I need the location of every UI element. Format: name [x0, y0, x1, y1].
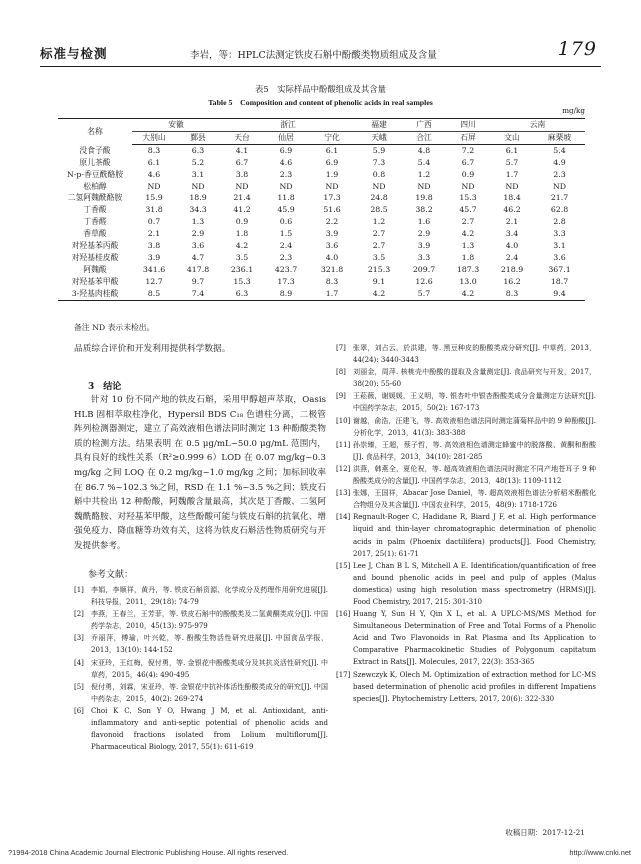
reference-item	[74, 584, 328, 608]
province-header-row	[58, 119, 585, 132]
reference-item	[74, 681, 328, 705]
table-cell: 62.8	[550, 205, 569, 215]
table-caption-cn: 表5 实际样品中酚酸组成及其含量	[255, 84, 386, 94]
references-heading: 参考文献：	[88, 570, 134, 580]
compound-name: 原儿茶酸	[79, 157, 111, 167]
table-cell: 4.7	[191, 252, 205, 262]
table-cell: 8.9	[264, 288, 308, 300]
table-cell: 5.2	[191, 157, 205, 167]
table-cell: 3.5	[235, 252, 249, 262]
table-cell: 4.6	[279, 157, 293, 167]
table-cell: 38.2	[415, 205, 433, 215]
table-cell: 2.7	[372, 241, 386, 251]
table-cell: 31.8	[145, 205, 163, 215]
table-cell: 341.6	[142, 264, 166, 274]
compound-name: 3-羟基肉桂酸	[58, 288, 132, 300]
compound-name: 松柏醇	[83, 181, 107, 191]
table-row	[58, 192, 585, 204]
table-cell: 1.3	[461, 241, 475, 251]
table-row	[58, 252, 585, 264]
table-cell: 4.2	[461, 229, 475, 239]
table-row	[58, 288, 585, 300]
table-cell: 209.7	[412, 264, 436, 274]
table-cell: 2.3	[279, 252, 293, 262]
compound-name: 对羟基苯丙酸	[71, 241, 119, 251]
table-cell: 8.3	[325, 276, 339, 286]
reference-number: [15]	[336, 561, 351, 570]
table-cell: 2.3	[553, 169, 566, 179]
compound-name: 对羟基苯甲酸	[71, 276, 119, 286]
section-heading: 3 结论	[88, 382, 122, 392]
table-cell: 6.9	[279, 145, 293, 155]
references-left-column	[74, 584, 328, 753]
table-cell: 1.6	[417, 217, 431, 227]
table-cell: ND	[417, 181, 431, 191]
reference-item	[74, 657, 328, 681]
table-cell: 4.1	[235, 145, 249, 155]
table-cell: 3.9	[325, 229, 339, 239]
reference-text: Lee J, Chan B L S, Mitchell A E. Identification/quantification of free and bound phenolic acids in peel and pulp of apples (Malus domestica) using high resolution mass spectrometry (HRMS)[J]. Food Chemistry, 2017, 215: 301-310	[353, 561, 596, 606]
table-cell: ND	[191, 181, 205, 191]
table-row	[58, 240, 585, 252]
compound-name: 二氢阿魏酰酪胺	[67, 193, 123, 203]
lead-paragraph	[74, 342, 324, 357]
table-body	[58, 144, 585, 300]
table-cell: 2.7	[461, 217, 475, 227]
reference-text: 张翠，刘占云，於洪建，等. 黑豆种皮的酚酸类成分研究[J]. 中草药，2013，44(24): 3440-3443	[353, 344, 596, 365]
phenolic-acid-table	[58, 118, 585, 301]
reference-number: [16]	[336, 610, 351, 619]
table-cell: 9.1	[372, 276, 386, 286]
table-cell: 0.6	[279, 217, 293, 227]
table-cell: 2.7	[372, 229, 386, 239]
table-cell: 4.2	[446, 288, 490, 300]
reference-text: 洪燕，韩燕全，夏伦祝，等. 超高效液相色谱法同时测定不同产地苍耳子 9 种酚酸类成分的含量[J]. 中国药学杂志，2013，48(13): 1109-1112	[353, 464, 596, 486]
reference-number: [9]	[336, 392, 346, 401]
location-header: 合江	[402, 131, 446, 144]
table-cell: 18.7	[550, 276, 569, 286]
table-caption-en: Table 5 Composition and content of phenolic acids in real samples	[208, 98, 433, 107]
table-cell: 6.9	[325, 157, 339, 167]
table-cell: 6.7	[235, 157, 249, 167]
table-cell: 423.7	[274, 264, 298, 274]
table-cell: 6.1	[505, 145, 519, 155]
table-row	[58, 228, 585, 240]
table-cell: 3.4	[505, 229, 519, 239]
table-cell: 2.4	[505, 252, 519, 262]
table-cell: 11.8	[277, 193, 295, 203]
table-cell: 3.8	[147, 241, 161, 251]
table-cell: 46.2	[503, 205, 521, 215]
reference-number: [3]	[74, 634, 84, 643]
reference-item	[336, 560, 596, 608]
reference-item	[336, 366, 596, 390]
lead-text: 品质综合评价和开发利用提供科学数据。	[74, 344, 231, 354]
table-cell: 17.3	[323, 193, 341, 203]
reference-number: [5]	[74, 682, 84, 691]
reference-text: 宋亚玲，王红梅，倪付勇，等. 金银花中酚酸类成分及其抗炎活性研究[J]. 中草药，2015，46(4): 490-495	[91, 658, 328, 679]
table-cell: 187.3	[456, 264, 480, 274]
table-cell: 3.9	[147, 252, 161, 262]
table-row	[58, 181, 585, 193]
reference-number: [8]	[336, 368, 346, 377]
table-cell: 1.9	[325, 169, 339, 179]
table-cell: 28.5	[370, 205, 388, 215]
table-cell: 1.2	[372, 217, 386, 227]
reference-text: Huang Y, Sun H Y, Qin X L, et al. A UPLC-MS/MS Method for Simultaneous Determination of Free and Total Forms of a Phenolic Acid and Two Flavonoids in Rat Plasma and Its Application to Comparative Pharmacokinetic Studies of Polygonum capitatum Extract in Rats[J]. Molecules, 2017, 22(3): 353-365	[353, 610, 596, 667]
reference-text: Choi K C, Son Y O, Hwang J M, et al. Antioxidant, anti-inflammatory and anti-septic potential of phenolic acids and flavonoid fractions isolated from Lolium multiflorum[J]. Pharmaceutical Biology, 2017, 55(1): 611-619	[91, 706, 328, 752]
compound-name: 丁香酸	[83, 205, 107, 215]
reference-number: [1]	[74, 586, 84, 594]
table-row	[58, 157, 585, 169]
table-cell: 34.3	[189, 205, 207, 215]
location-header: 大别山	[132, 131, 176, 144]
table-unit: mg/kg	[562, 106, 585, 115]
reference-number: [4]	[74, 658, 84, 667]
reference-number: [12]	[336, 464, 351, 473]
table-cell: 15.3	[459, 193, 477, 203]
table-cell: 18.4	[503, 193, 521, 203]
journal-section-title: 标准与检测	[40, 46, 108, 61]
table-cell: 24.8	[370, 193, 388, 203]
table-row	[58, 169, 585, 181]
table-cell: 2.9	[191, 229, 205, 239]
table-cell: 7.2	[461, 145, 475, 155]
table-row	[58, 276, 585, 288]
table-cell: 1.8	[461, 252, 475, 262]
table-cell: 5.7	[505, 157, 519, 167]
table-cell: 12.7	[145, 276, 163, 286]
table-cell: 12.6	[415, 276, 433, 286]
table-row	[58, 204, 585, 216]
table-cell: 21.4	[233, 193, 251, 203]
header-rule	[40, 66, 601, 67]
reference-item	[336, 669, 596, 705]
table-cell: 3.9	[417, 241, 431, 251]
table-cell: 45.7	[459, 205, 477, 215]
table-cell: 2.2	[325, 217, 339, 227]
table-cell: 17.3	[277, 276, 295, 286]
reference-number: [6]	[74, 706, 84, 715]
table-cell: 8.3	[490, 288, 534, 300]
table-cell: 3.6	[191, 241, 205, 251]
table-cell: 3.3	[417, 252, 431, 262]
reference-text: Szewczyk K, Olech M. Optimization of extraction method for LC-MS based determination of phenolic acid profiles in different Impatiens species[J]. Phytochemistry Letters, 2017, 20(6): 322-330	[353, 670, 596, 703]
table-cell: 13.0	[459, 276, 477, 286]
reference-text: 谢越，俞浩，汪建飞，等. 高效液相色谱法同时测定蒲菊样品中的 9 种酚酸[J]. 分析化学，2013，41(3): 383-388	[353, 416, 596, 437]
table-cell: 4.2	[356, 288, 402, 300]
table-cell: 3.6	[325, 241, 339, 251]
reference-item	[336, 390, 596, 414]
table-cell: 4.9	[553, 157, 566, 167]
table-cell: 2.4	[279, 241, 293, 251]
table-cell: 3.6	[553, 252, 566, 262]
compound-name: N-p-香豆酰酪胺	[66, 169, 124, 179]
table-cell: 19.8	[415, 193, 433, 203]
table-cell: 5.7	[402, 288, 446, 300]
table-cell: 45.9	[277, 205, 295, 215]
table-cell: 3.1	[553, 241, 566, 251]
reference-text: Regnault-Roger C, Hadidane R, Biard J F, et al. High performance liquid and thin-layer chromatographic determination of phenolic acids in palm (Phoenix dactilifera) products[J]. Food Chemistry, 2017, 25(1): 61-71	[353, 513, 596, 558]
table-cell: 8.5	[132, 288, 176, 300]
reference-text: 刘丽金，周萍. 核桃壳中酚酸的提取及含量测定[J]. 食品研究与开发，2017，38(20): 55-60	[353, 368, 596, 389]
province-header: 安徽	[132, 119, 220, 132]
table-cell: 9.7	[191, 276, 205, 286]
table-cell: 1.3	[191, 217, 205, 227]
reference-number: [2]	[74, 610, 84, 619]
table-cell: 6.1	[325, 145, 339, 155]
reference-item	[74, 632, 328, 656]
table-cell: 5.4	[417, 157, 431, 167]
table-cell: 41.2	[233, 205, 251, 215]
table-cell: 2.3	[279, 169, 293, 179]
location-header: 宁化	[308, 131, 356, 144]
reference-item	[336, 463, 596, 487]
table-cell: 2.9	[417, 229, 431, 239]
table-cell: 7.4	[176, 288, 220, 300]
location-header: 石屏	[446, 131, 490, 144]
reference-number: [14]	[336, 513, 351, 522]
province-header: 广西	[402, 119, 446, 132]
table-cell: 4.2	[235, 241, 249, 251]
table-cell: 9.4	[534, 288, 585, 300]
table-cell: 3.5	[372, 252, 386, 262]
table-row	[58, 216, 585, 228]
table-cell: ND	[505, 181, 519, 191]
table-cell: 5.4	[553, 145, 566, 155]
table-cell: 16.2	[503, 276, 521, 286]
table-cell: ND	[325, 181, 339, 191]
reference-item	[336, 342, 596, 366]
table-cell: 0.9	[235, 217, 249, 227]
table-cell: 51.6	[323, 205, 341, 215]
table-cell: ND	[552, 181, 567, 191]
table-cell: 15.9	[145, 193, 163, 203]
compound-name: 对羟基桂皮酸	[71, 252, 119, 262]
reference-number: [11]	[336, 440, 351, 449]
table-cell: 4.8	[417, 145, 431, 155]
table-cell: 6.1	[147, 157, 161, 167]
copyright-notice: ?1994-2018 China Academic Journal Electronic Publishing House. All rights reserved.	[8, 848, 289, 857]
table-cell: 321.8	[320, 264, 344, 274]
province-header: 云南	[490, 119, 585, 132]
table-cell: 6.3	[220, 288, 264, 300]
table-cell: 3.1	[191, 169, 205, 179]
reference-item	[336, 439, 596, 463]
table-cell: 21.7	[550, 193, 569, 203]
reference-number: [17]	[336, 670, 351, 679]
page-number: 179	[557, 38, 597, 60]
cnki-url[interactable]: http://www.cnki.net	[569, 848, 631, 857]
reference-text: 王菘薇，谢媛媛，王义明，等. 银杏叶中银杏酚酸类成分含量测定方法研究[J]. 中国药学杂志，2015，50(2): 167-173	[353, 392, 596, 413]
table-cell: 6.7	[461, 157, 475, 167]
province-header: 浙江	[220, 119, 356, 132]
table-cell: 417.8	[186, 264, 210, 274]
table-cell: 18.9	[189, 193, 207, 203]
received-date: 收稿日期：2017-12-21	[505, 828, 585, 837]
table-cell: 3.3	[553, 229, 566, 239]
table-cell: ND	[147, 181, 161, 191]
table-cell: 0.8	[372, 169, 386, 179]
location-header: 仙居	[264, 131, 308, 144]
running-title: 李岩，等：HPLC法测定铁皮石斛中酚酸类物质组成及含量	[190, 50, 437, 61]
reference-item	[336, 608, 596, 668]
table-cell: 1.7	[505, 169, 519, 179]
table-cell: 15.3	[233, 276, 251, 286]
compound-name: 阿魏酸	[83, 264, 107, 274]
reference-item	[74, 608, 328, 632]
table-row	[58, 264, 585, 276]
table-cell: 367.1	[548, 264, 571, 274]
reference-item	[74, 705, 328, 753]
reference-number: [10]	[336, 416, 351, 425]
table-cell: 7.3	[372, 157, 386, 167]
table-cell: 5.9	[372, 145, 386, 155]
reference-text: 李娟，李顺祥，黄丹，等. 铁皮石斛资源、化学成分及药理作用研究进展[J]. 科技导报，2011，29(18): 74-79	[91, 586, 328, 607]
table-cell: 4.0	[325, 252, 339, 262]
reference-number: [13]	[336, 489, 351, 498]
table-cell: 236.1	[230, 264, 254, 274]
table-cell: ND	[279, 181, 293, 191]
table-cell: 1.7	[308, 288, 356, 300]
compound-name: 香草酸	[83, 229, 107, 239]
province-header: 四川	[446, 119, 490, 132]
compound-name: 没食子酸	[79, 145, 111, 155]
table-cell: ND	[461, 181, 475, 191]
table-cell: 1.5	[279, 229, 293, 239]
reference-text: 李燕，王春兰，王芳菲，等. 铁皮石斛中的酚酸类及二氢黄酮类成分[J]. 中国药学杂志，2010，45(13): 975-979	[91, 610, 328, 631]
table-cell: 4.0	[505, 241, 519, 251]
table-cell: 215.3	[367, 264, 391, 274]
reference-number: [7]	[336, 344, 346, 352]
table-cell: 1.2	[417, 169, 431, 179]
location-header: 麻栗坡	[534, 131, 585, 144]
table-cell: 4.6	[147, 169, 161, 179]
reference-item	[336, 487, 596, 511]
reference-text: 张娜，王国祥，Abacar Jose Daniel，等. 超高效液相色谱法分析稻米酚酸化合物组分及其含量[J]. 中国农业科学，2015，48(9): 1718-1726	[353, 489, 596, 510]
reference-item	[336, 511, 596, 559]
reference-text: 孙崇臻，王超，蔡子哲，等. 高效液相色谱测定蜂蜜中的脱落酸、黄酮和酚酸[J]. 食品科学，2013，34(10): 281-285	[353, 440, 596, 461]
reference-text: 乔丽萍，傅瑜，叶兴乾，等. 酚酸生物活性研究进展[J]. 中国食品学报，2013，13(10): 144-152	[91, 634, 328, 655]
location-header: 鄞县	[176, 131, 220, 144]
table-cell: 2.8	[553, 217, 566, 227]
name-column-header: 名称	[58, 119, 132, 145]
table-cell: 2.1	[505, 217, 519, 227]
table-cell: 6.3	[191, 145, 205, 155]
table-cell: 2.1	[147, 229, 161, 239]
table-cell: ND	[235, 181, 249, 191]
table-cell: 0.7	[147, 217, 161, 227]
references-right-column	[336, 342, 596, 705]
location-header: 天峨	[356, 131, 402, 144]
reference-item	[336, 415, 596, 439]
table-cell: 0.9	[461, 169, 475, 179]
reference-text: 倪付勇，刘霖，宋亚玲，等. 金银花中抗补体活性酚酸类成分的研究[J]. 中国中药杂志，2015，40(2): 269-274	[91, 682, 328, 703]
location-header-row	[58, 131, 585, 144]
table-cell: ND	[372, 181, 386, 191]
location-header: 天台	[220, 131, 264, 144]
table-cell: 218.9	[500, 264, 524, 274]
table-cell: 3.8	[235, 169, 249, 179]
conclusion-paragraph: 针对 10 份不同产地的铁皮石斛，采用甲醇超声萃取，Oasis HLB 固相萃取柱净化，Hypersil BDS C₁₈ 色谱柱分离，二极管阵列检测器测定，建立了高效液相色谱法同时测定 13 种酚酸类物质的检测方法。结果表明 在 0.5 μg/mL~50.0 μg/mL 范围内，具有良好的线性关系（R²≥0.999 6）LOD 在 0.07 mg/kg~0.3 mg/kg 之间 LOQ 在 0.2 mg/kg~1.0 mg/kg 之间；加标回收率在 86.7 %~102.3 %之间，RSD 在 1.1 %~3.5 %之间；铁皮石斛中共检出 12 种酚酸，阿魏酸含量最高，其次是丁香酸、二氢阿魏酰酪胺、对羟基苯甲酸，这些酚酸可能与铁皮石斛的抗氧化、增强免疫力、降血糖等功效有关，这将为铁皮石斛活性物质研究与开发提供参考。	[74, 395, 326, 551]
table-row	[58, 144, 585, 156]
table-note: 备注 ND 表示未检出。	[74, 323, 155, 332]
compound-name: 丁香醛	[83, 217, 107, 227]
province-header: 福建	[356, 119, 402, 132]
table-cell: 1.8	[235, 229, 249, 239]
table-cell: 8.3	[147, 145, 161, 155]
location-header: 文山	[490, 131, 534, 144]
